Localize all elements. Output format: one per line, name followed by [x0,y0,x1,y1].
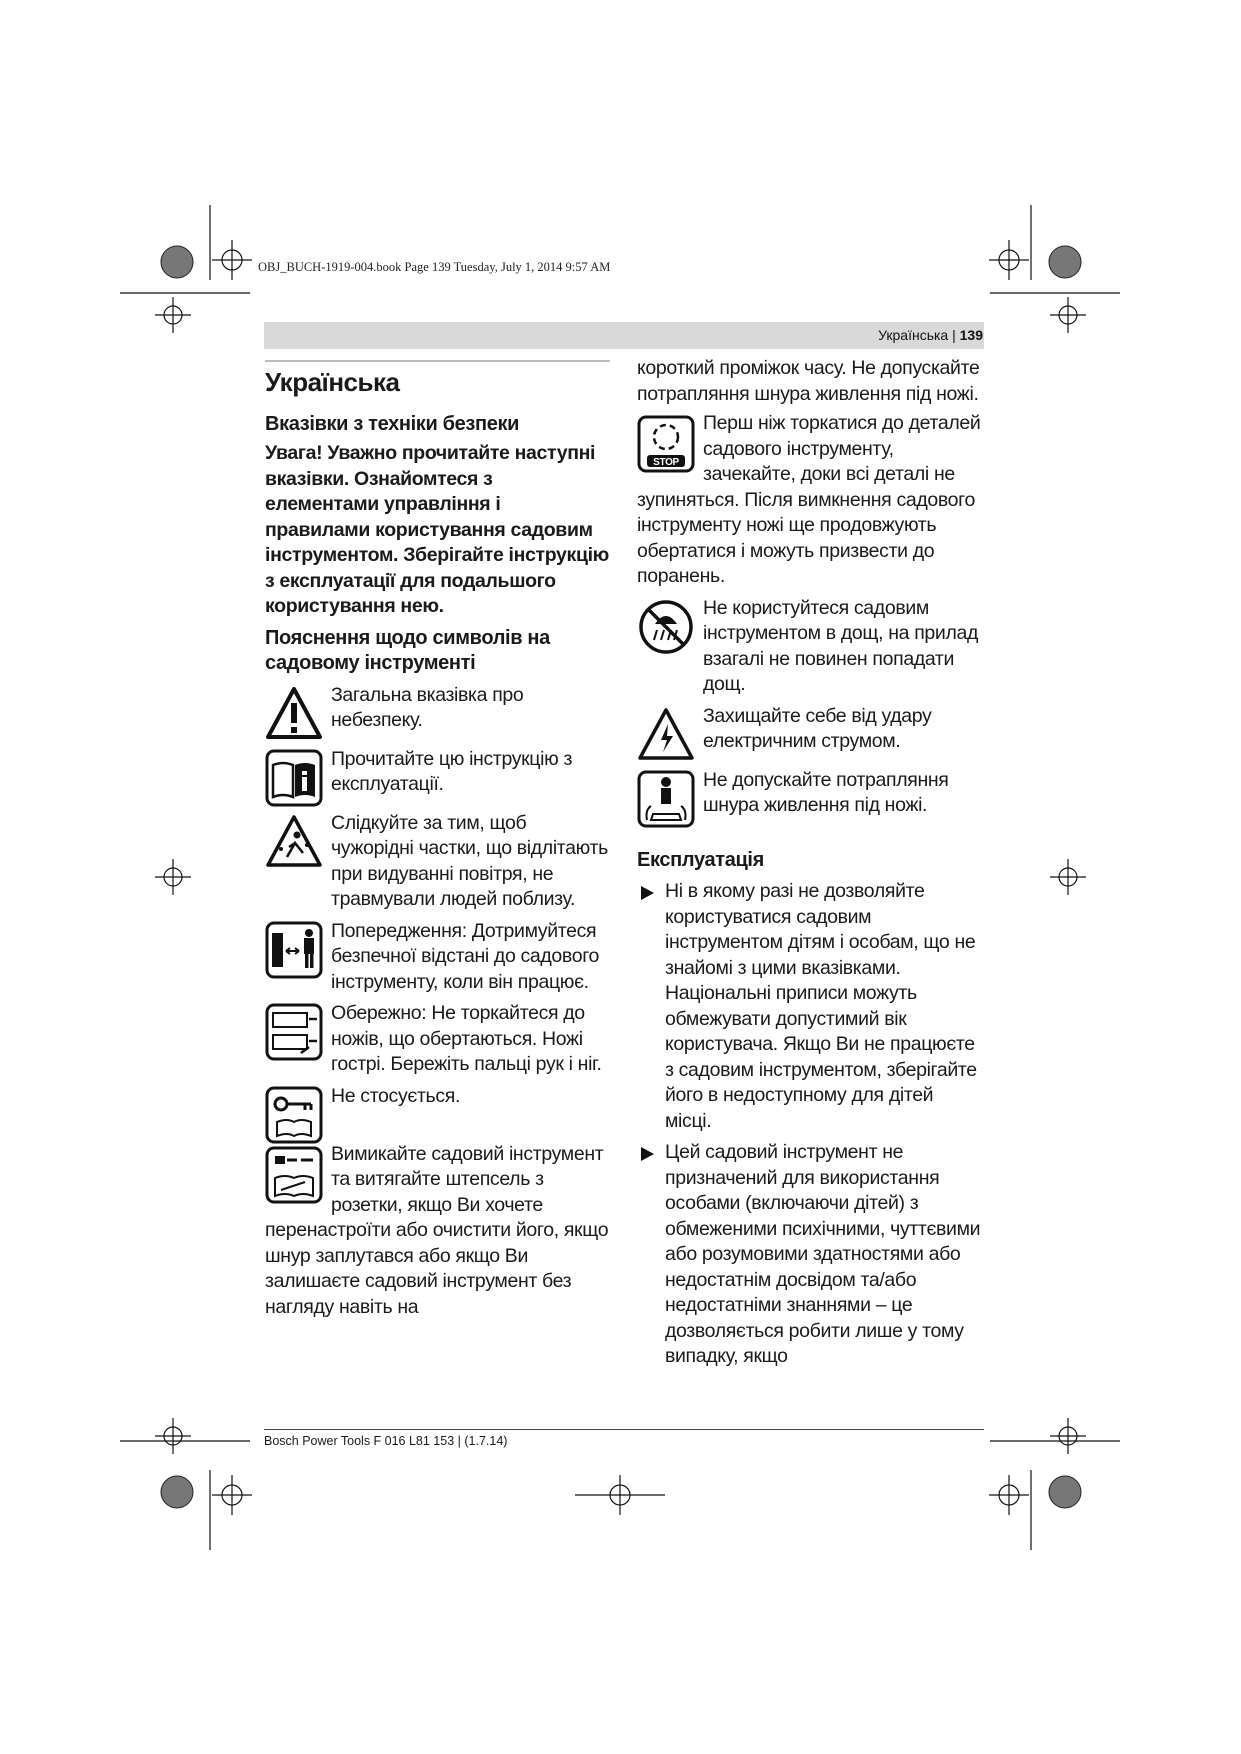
stop-label: STOP [653,457,679,468]
footer-text: Bosch Power Tools F 016 L81 153 | (1.7.14) [264,1434,508,1448]
list-item [637,879,982,1134]
stop-rotation-icon [637,415,695,473]
symbol-row [265,683,610,741]
symbol-row [265,1001,610,1078]
operation-heading: Експлуатація [637,848,764,871]
bullet-arrow-icon [641,1147,654,1161]
continuation-text: короткий проміжок часу. Не допускайте потрапляння шнура живлення під ножі. [637,357,980,405]
unplug-text: Вимикайте садовий інструмент та витягайте штепсель з розетки, якщо Ви хочете перенастроїти або очистити його, якщо шнур заплутався або якщо Ви залишаєте садовий інструмент без нагляду навіть на [265,1142,609,1318]
bullet-text: Цей садовий інструмент не призначений для використання особами (включаючи дітей) з обмеженими психічними, чуттєвими або розумовими здатностями або недостатнім досвідом та/або недостатніми знаннями – це дозволяється робити лише у тому випадку, якщо [665,1141,981,1367]
symbol-text: Прочитайте цю інструкцію з експлуатації. [331,747,573,795]
warning-intro: Увага! Уважно прочитайте наступні вказівки. Ознайомтеся з елементами управління і правилами користування садовим інструментом. Зберігайте інструкцію з експлуатації для подальшого користування нею. [265,442,609,617]
footer-rule [264,1429,984,1430]
symbol-text: Загальна вказівка про небезпеку. [331,683,524,731]
symbol-row [637,768,982,826]
symbol-row [265,811,610,913]
bullet-arrow-icon [641,886,654,900]
running-head-language: Українська [878,327,949,343]
left-column [265,360,610,1320]
symbol-row [265,1084,610,1142]
right-column [637,356,982,1370]
key-manual-icon [265,1086,323,1144]
file-info: OBJ_BUCH-1919-004.book Page 139 Tuesday, July 1, 2014 9:57 AM [258,260,611,274]
symbol-text: Слідкуйте за тим, щоб чужорідні частки, що відлітають при видуванні повітря, не травмували людей поблизу. [331,811,608,910]
column-rule [265,360,610,362]
cord-under-blades-icon [637,770,695,828]
unplug-manual-icon [265,1146,323,1204]
flying-debris-icon [265,813,323,871]
safety-heading: Вказівки з техніки безпеки [265,412,520,435]
symbol-text: Обережно: Не торкайтеся до ножів, що обертаються. Ножі гострі. Бережіть пальці рук і ніг. [331,1002,602,1075]
shock-text: Захищайте себе від удару електричним струмом. [703,704,932,752]
symbol-row [265,919,610,996]
bullet-text: Ні в якому разі не дозволяйте користуватися садовим інструментом дітям і особам, що не знайомі з цими вказівками. Національні приписи можуть обмежувати допустимий вік користувача. Якщо Ви не працюєте з садовим інструментом, зберігайте його в недоступному для дітей місці. [665,880,977,1132]
header-band [264,322,984,349]
unplug-block [265,1142,610,1321]
safe-distance-icon [265,921,323,979]
symbol-text: Попередження: Дотримуйтеся безпечної відстані до садового інструменту, коли він працює. [331,919,600,993]
read-manual-icon [265,749,323,807]
symbol-text: Не стосується. [331,1084,461,1107]
stop-text: Перш ніж торкатися до деталей садового інструменту, зачекайте, доки всі деталі не зупиняться. Після вимкнення садового інструменту ножі ще продовжують обертатися і можуть призвести до поранень. [637,412,981,587]
rotating-blades-icon [265,1003,323,1061]
symbol-row [637,596,982,698]
no-rain-icon [637,598,695,656]
page-title: Українська [265,367,400,397]
page-number: 139 [959,327,983,343]
running-head: Українська | 139 [878,327,983,343]
rain-text: Не користуйтеся садовим інструментом в дощ, на прилад взагалі не повинен попадати дощ. [703,596,978,695]
symbols-heading: Пояснення щодо символів на садовому інструменті [265,626,550,674]
warning-triangle-icon [265,685,323,743]
list-item [637,1140,982,1370]
symbol-row [265,747,610,805]
symbol-row [637,704,982,762]
cord-text: Не допускайте потрапляння шнура живлення під ножі. [703,768,949,816]
stop-block [637,411,982,590]
electric-shock-icon [637,706,695,764]
